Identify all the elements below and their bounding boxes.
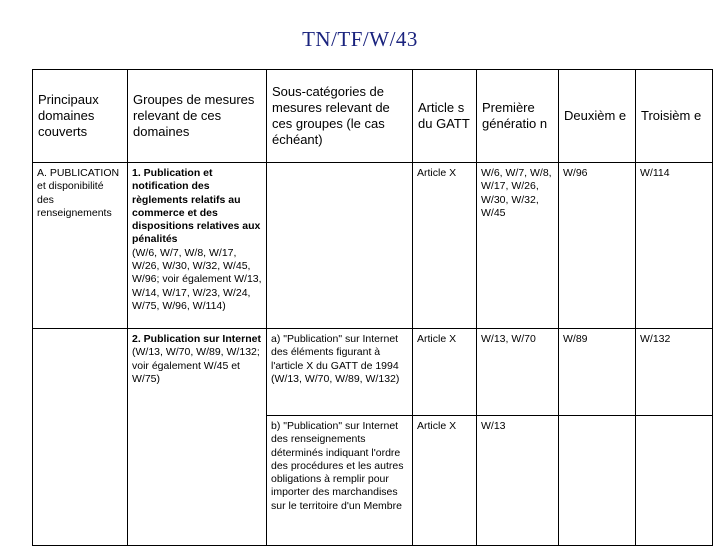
article-cell: Article X	[413, 329, 477, 416]
subcategory-cell	[267, 163, 413, 329]
first-generation-cell: W/13, W/70	[477, 329, 559, 416]
header-first-generation: Première génératio n	[477, 70, 559, 163]
group-cell	[128, 329, 267, 546]
second-cell: W/89	[559, 329, 636, 416]
subcategory-cell: a) "Publication" sur Internet des éléments figurant à l'article X du GATT de 1994 (W/13, W/70, W/89, W/132)	[267, 329, 413, 416]
group-title: 2. Publication sur Internet	[132, 333, 261, 345]
group-references: (W/6, W/7, W/8, W/17, W/26, W/30, W/32, W/45, W/96; voir également W/13, W/14, W/17, W/23, W/24, W/75, W/96, W/114)	[132, 246, 262, 312]
third-cell: W/132	[636, 329, 713, 416]
document-title: TN/TF/W/43	[302, 27, 418, 51]
first-generation-cell: W/6, W/7, W/8, W/17, W/26, W/30, W/32, W/45	[477, 163, 559, 329]
domain-cell	[33, 329, 128, 546]
subcategory-cell: b) "Publication" sur Internet des renseignements déterminés indiquant l'ordre des procédures et les autres obligations à remplir pour importer des marchandises sur le territoire d'un Membre	[267, 416, 413, 546]
header-subcategories: Sous-catégories de mesures relevant de ces groupes (le cas échéant)	[267, 70, 413, 163]
second-cell	[559, 416, 636, 546]
group-cell	[128, 163, 267, 329]
third-cell: W/114	[636, 163, 713, 329]
header-gatt-articles: Article s du GATT	[413, 70, 477, 163]
header-domains: Principaux domaines couverts	[33, 70, 128, 163]
domain-cell: A. PUBLICATION et disponibilité des renseignements	[33, 163, 128, 329]
third-cell	[636, 416, 713, 546]
table-header-row	[33, 70, 713, 163]
header-second: Deuxièm e	[559, 70, 636, 163]
measures-table	[32, 69, 713, 546]
table-row	[33, 329, 713, 416]
group-references: (W/13, W/70, W/89, W/132; voir également W/45 et W/75)	[132, 346, 260, 385]
article-cell: Article X	[413, 416, 477, 546]
header-groups: Groupes de mesures relevant de ces domaines	[128, 70, 267, 163]
first-generation-cell: W/13	[477, 416, 559, 546]
group-title: 1. Publication et notification des règlements relatifs au commerce et des dispositions relatives aux pénalités	[132, 167, 261, 246]
table-row	[33, 163, 713, 329]
header-third: Troisièm e	[636, 70, 713, 163]
article-cell: Article X	[413, 163, 477, 329]
second-cell: W/96	[559, 163, 636, 329]
